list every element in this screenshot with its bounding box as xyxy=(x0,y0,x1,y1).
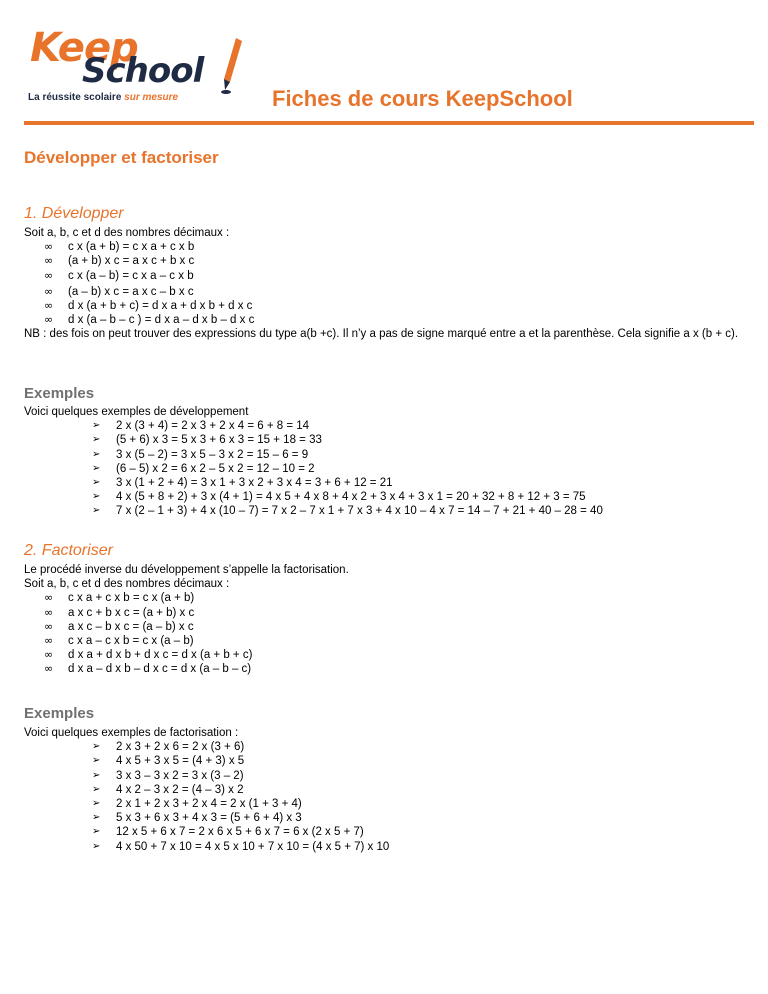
list-item: ∞ c x (a – b) = c x a – c x b xyxy=(44,268,194,282)
arrow-bullet-icon: ➢ xyxy=(92,755,101,767)
list-item: ➢ 2 x 1 + 2 x 3 + 2 x 4 = 2 x (1 + 3 + 4) xyxy=(92,798,302,811)
header-divider xyxy=(24,121,754,125)
section1-example-list xyxy=(24,419,754,518)
infinity-bullet-icon: ∞ xyxy=(44,619,54,633)
logo-tagline-accent: sur mesure xyxy=(124,92,179,103)
section-title-factoriser: 2. Factoriser xyxy=(24,542,113,559)
list-item: ∞ d x a – d x b – d x c = d x (a – b – c) xyxy=(44,662,252,676)
arrow-bullet-icon: ➢ xyxy=(92,477,101,489)
list-item: ➢ 4 x 5 + 3 x 5 = (4 + 3) x 5 xyxy=(92,755,245,768)
infinity-bullet-icon: ∞ xyxy=(44,254,54,268)
arrow-bullet-icon: ➢ xyxy=(92,826,101,838)
list-item: ➢ 7 x (2 – 1 + 3) + 4 x (10 – 7) = 7 x 2 – 7 x 1 + 7 x 3 + 4 x 10 – 4 x 7 = 14 – 7 + 21 + 40 – 28 = 40 xyxy=(92,505,603,518)
arrow-bullet-icon: ➢ xyxy=(92,798,101,810)
infinity-bullet-icon: ∞ xyxy=(44,662,54,676)
infinity-bullet-icon: ∞ xyxy=(44,605,54,619)
list-item: ➢ 4 x (5 + 8 + 2) + 3 x (4 + 1) = 4 x 5 + 4 x 8 + 4 x 2 + 3 x 4 + 3 x 1 = 20 + 32 + 8 + 12 + 3 = 75 xyxy=(92,491,586,504)
section1-examples xyxy=(24,405,754,519)
list-item: ➢ 3 x 3 – 3 x 2 = 3 x (3 – 2) xyxy=(92,769,244,782)
arrow-bullet-icon: ➢ xyxy=(92,769,101,781)
infinity-bullet-icon: ∞ xyxy=(44,240,54,254)
section2-examples-intro: Voici quelques exemples de factorisation : xyxy=(24,727,239,739)
list-item: ➢ 2 x 3 + 2 x 6 = 2 x (3 + 6) xyxy=(92,741,245,754)
arrow-bullet-icon: ➢ xyxy=(92,840,101,852)
list-item: ➢ 2 x (3 + 4) = 2 x 3 + 2 x 4 = 6 + 8 = 14 xyxy=(92,420,310,433)
logo-school-text: School xyxy=(82,51,204,91)
section2-intro-2: Soit a, b, c et d des nombres décimaux : xyxy=(24,578,230,591)
section1-intro: Soit a, b, c et d des nombres décimaux : xyxy=(24,227,230,239)
list-item: ➢ 3 x (5 – 2) = 3 x 5 – 3 x 2 = 15 – 6 = 9 xyxy=(92,448,309,461)
arrow-bullet-icon: ➢ xyxy=(92,434,101,446)
list-item: ∞ c x a + c x b = c x (a + b) xyxy=(44,591,195,605)
list-item: ∞ c x (a + b) = c x a + c x b xyxy=(44,240,195,254)
list-item: ➢ 3 x (1 + 2 + 4) = 3 x 1 + 3 x 2 + 3 x 4 = 3 + 6 + 12 = 21 xyxy=(92,477,393,490)
infinity-bullet-icon: ∞ xyxy=(44,299,54,313)
section1-examples-intro: Voici quelques exemples de développement xyxy=(24,406,249,418)
list-item: ∞ d x (a + b + c) = d x a + d x b + d x c xyxy=(44,299,253,313)
arrow-bullet-icon: ➢ xyxy=(92,448,101,460)
section2-formula-list xyxy=(24,591,754,676)
list-item: ➢ 5 x 3 + 6 x 3 + 4 x 3 = (5 + 6 + 4) x 3 xyxy=(92,812,302,825)
logo-tagline xyxy=(28,92,178,104)
arrow-bullet-icon: ➢ xyxy=(92,783,101,795)
infinity-bullet-icon: ∞ xyxy=(44,648,54,662)
section1-examples-title: Exemples xyxy=(24,385,95,402)
section2-examples-title: Exemples xyxy=(24,705,95,722)
section2-intro-1: Le procédé inverse du développement s’appelle la factorisation. xyxy=(24,564,349,576)
arrow-bullet-icon: ➢ xyxy=(92,505,101,517)
section1-formula-list xyxy=(24,240,754,327)
arrow-bullet-icon: ➢ xyxy=(92,491,101,503)
list-item: ∞ c x a – c x b = c x (a – b) xyxy=(44,634,194,648)
infinity-bullet-icon: ∞ xyxy=(44,313,54,327)
list-item: ➢ 4 x 50 + 7 x 10 = 4 x 5 x 10 + 7 x 10 = (4 x 5 + 7) x 10 xyxy=(92,840,390,853)
page-title: Développer et factoriser xyxy=(24,148,219,167)
section2-examples xyxy=(24,726,754,854)
document-header-title: Fiches de cours KeepSchool xyxy=(272,86,573,111)
infinity-bullet-icon: ∞ xyxy=(44,284,54,298)
section-title-developper: 1. Développer xyxy=(24,205,124,222)
section1-body xyxy=(24,226,754,342)
logo-keep-text: Keep xyxy=(30,25,138,71)
infinity-bullet-icon: ∞ xyxy=(44,591,54,605)
logo-tagline-main: La réussite scolaire xyxy=(28,92,122,103)
pencil-icon xyxy=(220,38,242,94)
infinity-bullet-icon: ∞ xyxy=(44,634,54,648)
list-item: ➢ 12 x 5 + 6 x 7 = 2 x 6 x 5 + 6 x 7 = 6 x (2 x 5 + 7) xyxy=(92,826,364,839)
infinity-bullet-icon: ∞ xyxy=(44,268,54,282)
list-item: ∞ d x a + d x b + d x c = d x (a + b + c) xyxy=(44,648,253,662)
list-item: ∞ a x c – b x c = (a – b) x c xyxy=(44,619,194,633)
section2-body xyxy=(24,563,754,677)
arrow-bullet-icon: ➢ xyxy=(92,462,101,474)
section1-note: NB : des fois on peut trouver des expressions du type a(b +c). Il n’y a pas de signe marqué entre a et la parenthèse. Cela signifie a x (b + c). xyxy=(24,328,739,341)
arrow-bullet-icon: ➢ xyxy=(92,812,101,824)
arrow-bullet-icon: ➢ xyxy=(92,741,101,753)
list-item: ∞ (a + b) x c = a x c + b x c xyxy=(44,254,195,268)
list-item: ∞ a x c + b x c = (a + b) x c xyxy=(44,605,195,619)
list-item: ∞ d x (a – b – c ) = d x a – d x b – d x c xyxy=(44,313,255,327)
section2-example-list xyxy=(24,740,754,854)
list-item: ➢ 4 x 2 – 3 x 2 = (4 – 3) x 2 xyxy=(92,783,244,796)
arrow-bullet-icon: ➢ xyxy=(92,420,101,432)
keepschool-logo xyxy=(24,22,244,102)
list-item: ➢ (6 – 5) x 2 = 6 x 2 – 5 x 2 = 12 – 10 = 2 xyxy=(92,462,315,475)
list-item: ➢ (5 + 6) x 3 = 5 x 3 + 6 x 3 = 15 + 18 = 33 xyxy=(92,434,322,447)
list-item: ∞ (a – b) x c = a x c – b x c xyxy=(44,284,194,298)
